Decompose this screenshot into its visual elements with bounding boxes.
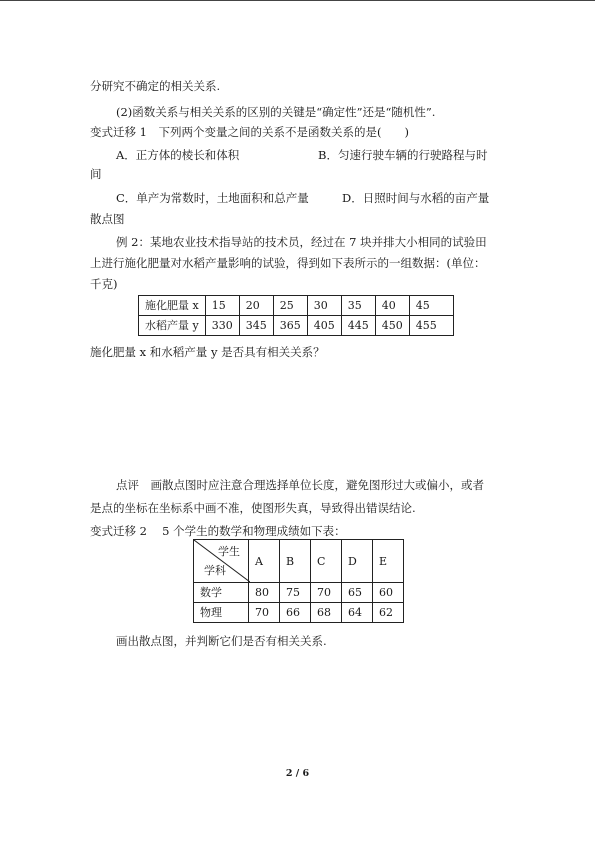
student-header: D <box>342 540 373 583</box>
exercise1-option-b-cont: 间 <box>90 167 102 181</box>
row-label-y: 水稻产量 y <box>139 316 206 336</box>
table-cell: 70 <box>249 603 280 623</box>
page-top-border <box>0 0 595 1</box>
table-cell: 75 <box>280 583 311 603</box>
table-cell: 68 <box>311 603 342 623</box>
example2-line: 上进行施化肥量对水稻产量影响的试验，得到如下表所示的一组数据：(单位： <box>90 256 486 270</box>
table-row <box>194 583 404 603</box>
table-cell: 20 <box>239 296 273 316</box>
table-cell: 66 <box>280 603 311 623</box>
table-row <box>139 296 454 316</box>
diagonal-header-cell <box>194 540 249 583</box>
table-cell: 15 <box>205 296 239 316</box>
table-cell: 25 <box>273 296 307 316</box>
table-cell: 450 <box>375 316 409 336</box>
section-heading-scatter: 散点图 <box>90 212 125 226</box>
table-cell: 35 <box>341 296 375 316</box>
table-cell: 65 <box>342 583 373 603</box>
table-cell: 345 <box>239 316 273 336</box>
exercise1-title: 变式迁移 1 下列两个变量之间的关系不是函数关系的是( ) <box>90 125 409 139</box>
table-row <box>139 316 454 336</box>
row-label-x: 施化肥量 x <box>139 296 206 316</box>
scores-table <box>193 539 404 623</box>
student-header: E <box>373 540 404 583</box>
table-cell: 30 <box>307 296 341 316</box>
header-student: 学生 <box>218 545 240 558</box>
example2-line: 例 2：某地农业技术指导站的技术员，经过在 7 块并排大小相同的试验田 <box>116 235 487 249</box>
comment-line: 是点的坐标在坐标系中画不准，使图形失真，导致得出错误结论. <box>90 501 416 515</box>
header-subject: 学科 <box>204 564 226 577</box>
row-label-math: 数学 <box>194 583 249 603</box>
paragraph-line: 分研究不确定的相关关系. <box>90 79 221 93</box>
student-header: C <box>311 540 342 583</box>
exercise1-option-a: A．正方体的棱长和体积 <box>116 148 240 162</box>
table-row <box>194 603 404 623</box>
table-cell: 455 <box>409 316 453 336</box>
table-cell: 445 <box>341 316 375 336</box>
exercise2-title: 变式迁移 2 5 个学生的数学和物理成绩如下表： <box>90 524 346 538</box>
page-number: 2 / 6 <box>285 768 310 779</box>
comment-line: 点评 画散点图时应注意合理选择单位长度，避免图形过大或偏小，或者 <box>116 478 484 492</box>
student-header: B <box>280 540 311 583</box>
table-row <box>194 540 404 583</box>
fertilizer-yield-table <box>138 295 454 336</box>
table-cell: 365 <box>273 316 307 336</box>
table-cell: 62 <box>373 603 404 623</box>
table-cell: 80 <box>249 583 280 603</box>
table-cell: 45 <box>409 296 453 316</box>
table-cell: 64 <box>342 603 373 623</box>
exercise1-option-b: B．匀速行驶车辆的行驶路程与时 <box>318 148 488 162</box>
table-cell: 405 <box>307 316 341 336</box>
exercise1-option-c: C．单产为常数时，土地面积和总产量 <box>116 191 309 205</box>
exercise1-option-d: D．日照时间与水稻的亩产量 <box>342 191 490 205</box>
row-label-physics: 物理 <box>194 603 249 623</box>
table-cell: 60 <box>373 583 404 603</box>
student-header: A <box>249 540 280 583</box>
exercise2-question: 画出散点图，并判断它们是否有相关关系. <box>116 634 327 648</box>
paragraph-line: (2)函数关系与相关关系的区别的关键是“确定性”还是“随机性”. <box>116 105 436 119</box>
example2-line: 千克) <box>90 277 118 291</box>
example2-question: 施化肥量 x 和水稻产量 y 是否具有相关关系？ <box>90 345 325 359</box>
table-cell: 40 <box>375 296 409 316</box>
table-cell: 70 <box>311 583 342 603</box>
table-cell: 330 <box>205 316 239 336</box>
